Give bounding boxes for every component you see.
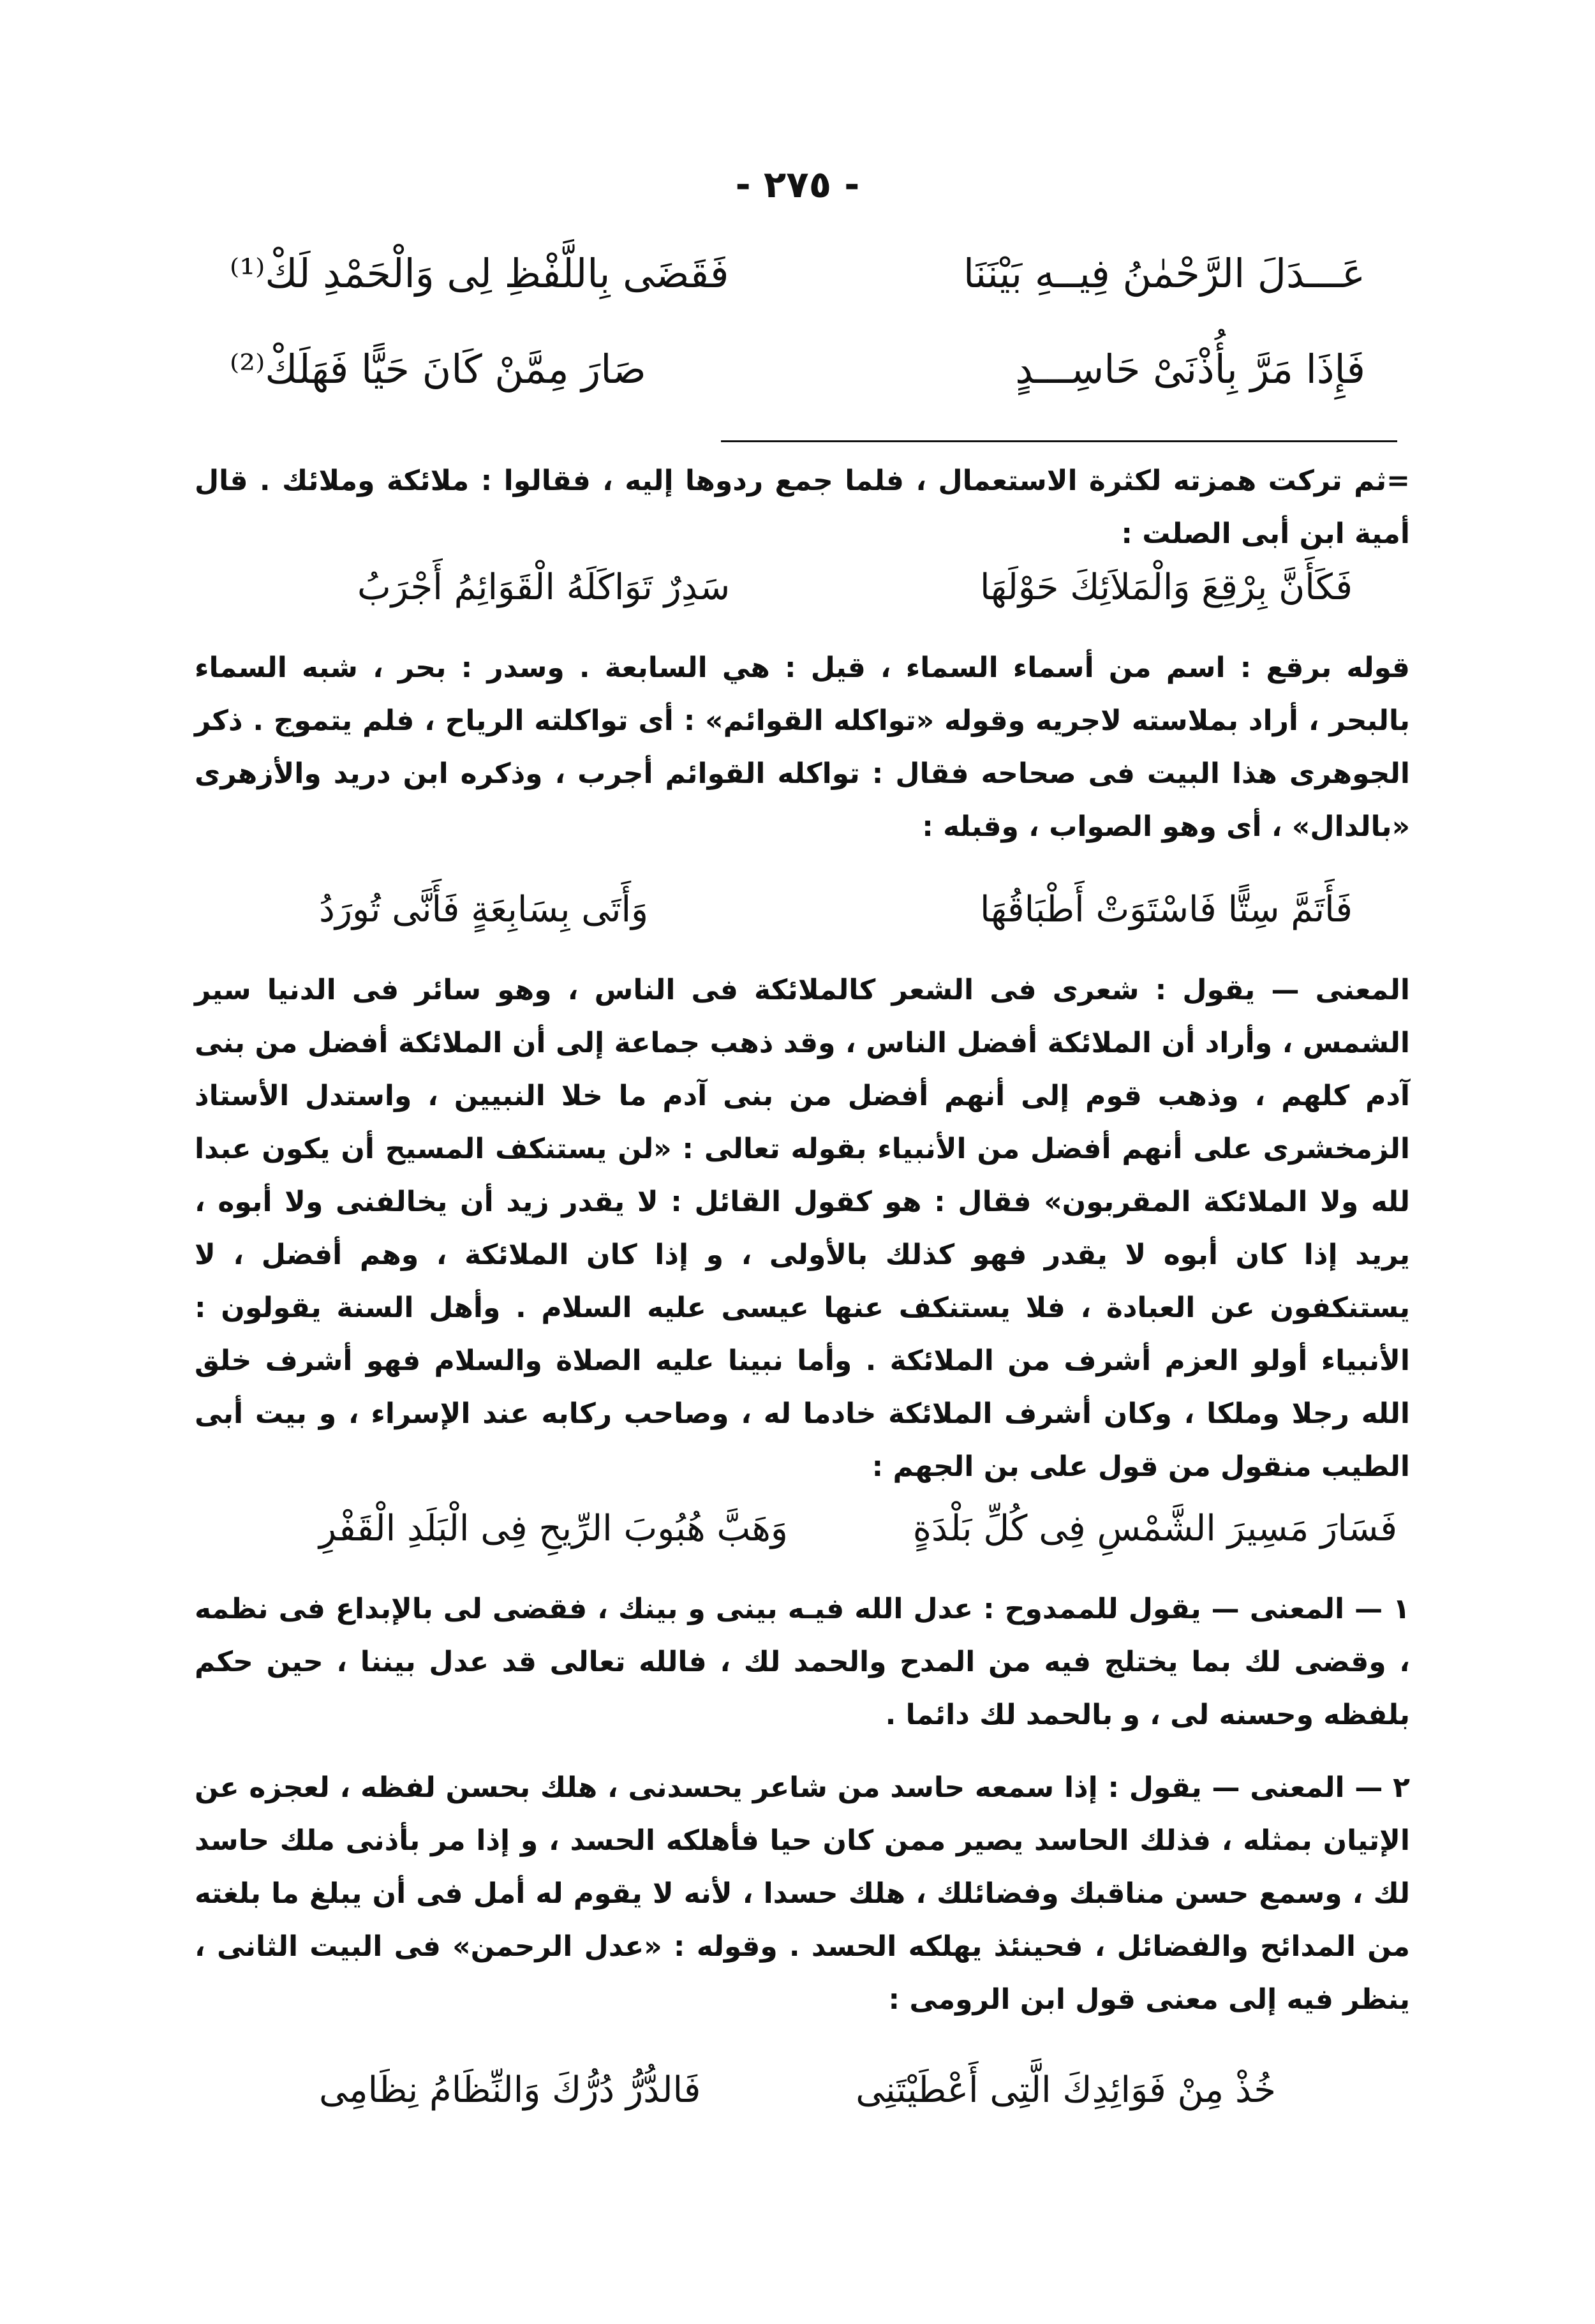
verse-before-first: فَأَتَمَّ سِتًّا فَاسْتَوَتْ أَطْبَاقُهَا — [979, 889, 1353, 930]
verse-before — [319, 890, 1353, 930]
verse-1-second-hemistich: فَقَضَى بِاللَّفْظِ لِى وَالْحَمْدِ لَكْ⁽¹⁾ — [230, 250, 729, 297]
verse-line-2 — [230, 348, 1365, 391]
verse-jahm-second: وَهَبَّ هُبُوبَ الرِّيحِ فِى الْبَلَدِ الْقَفْرِ — [319, 1508, 788, 1549]
page-number: - ٢٧٥ - — [735, 163, 860, 206]
verse-1-first-hemistich: عَـــدَلَ الرَّحْمٰنُ فِيــهِ بَيْنَنَا — [963, 250, 1365, 297]
footnote-continuation: =ثم تركت همزته لكثرة الاستعمال ، فلما جمع ردوها إليه ، فقالوا : ملائكة وملائك . قال أمية ابن أبى الصلت : — [195, 465, 1410, 550]
commentary-paragraph-1: قوله برقع : اسم من أسماء السماء ، قيل : هي السابعة . وسدر : بحر ، شبه السماء بالبحر ، أراد بملاسته لاجريه وقوله «تواكله القوائم» : أى تواكلته الرياح ، فلم يتموج . ذكر الجوهرى هذا البيت فى صحاحه فقال : تواكله القوائم أجرب ، وذكره ابن دريد والأزهرى «بالدال» ، أى وهو الصواب ، وقبله : — [195, 652, 1410, 843]
footnote-2: ٢ — المعنى — يقول : إذا سمعه حاسد من شاعر يحسدنى ، هلك بحسن لفظه ، لعجزه عن الإتيان بمثله ، فذلك الحاسد يصير ممن كان حيا فأهلكه الحسد ، و إذا مر بأذنى ملك حاسد لك ، وسمع حسن مناقبك وفضائلك ، هلك حسدا ، لأنه لا يقوم له أمل فى أن يبلغ ما بلغته من المدائح والفضائل ، فحينئذ يهلكه الحسد . وقوله : «عدل الرحمن» فى البيت الثانى ، ينظر فيه إلى معنى قول ابن الرومى : — [195, 1771, 1410, 2016]
commentary-paragraph-2: المعنى — يقول : شعرى فى الشعر كالملائكة فى الناس ، وهو سائر فى الدنيا سير الشمس ، وأراد أن الملائكة أفضل الناس ، وقد ذهب جماعة إلى أن الملائكة أفضل من بنى آدم كلهم ، وذهب قوم إلى أنهم أفضل من بنى آدم ما خلا النبيين ، واستدل الأستاذ الزمخشرى على أنهم أفضل من الأنبياء بقوله تعالى : «لن يستنكف المسيح أن يكون عبدا لله ولا الملائكة المقربون» فقال : هو كقول القائل : لا يقدر زيد أن يخالفنى ولا أبوه ، يريد إذا كان أبوه لا يقدر فهو كذلك بالأولى ، و إذا كان الملائكة ، وهم أفضل ، لا يستنكفون عن العبادة ، فلا يستنكف عنها عيسى عليه السلام . وأهل السنة يقولون : الأنبياء أولو العزم أشرف من الملائكة . وأما نبينا عليه الصلاة والسلام فهو أشرف خلق الله رجلا وملكا ، وكان أشرف الملائكة خادما له ، وصاحب ركابه عند الإسراء ، و بيت أبى الطيب منقول من قول على بن الجهم : — [195, 974, 1410, 1483]
verse-jahm — [319, 1509, 1397, 1549]
verse-rumi — [319, 2071, 1276, 2110]
verse-umayya-first: فَكَأَنَّ بِرْقِعَ وَالْمَلاَئِكَ حَوْلَهَا — [979, 567, 1353, 608]
verse-before-second: وَأَتَى بِسَابِعَةٍ فَأَنَّى تُورَدُ — [319, 889, 649, 930]
verse-line-1 — [230, 252, 1365, 295]
verse-rumi-second: فَالدُّرُّ دُرُّكَ وَالنِّظَامُ نِظَامِى — [319, 2069, 701, 2111]
verse-umayya-second: سَدِرٌ تَوَاكَلَهُ الْقَوَائِمُ أَجْرَبُ — [357, 567, 731, 608]
verse-umayya — [357, 568, 1353, 607]
footnote-separator — [721, 440, 1397, 442]
verse-jahm-first: فَسَارَ مَسِيرَ الشَّمْسِ فِى كُلِّ بَلْدَةٍ — [912, 1508, 1397, 1549]
footnote-1: ١ — المعنى — يقول للممدوح : عدل الله فيـه بينى و بينك ، فقضى لى بالإبداع فى نظمه ، وقضى لك بما يختلج فيه من المدح والحمد لك ، فالله تعالى قد عدل بيننا ، حين حكم بلفظه وحسنه لى ، و بالحمد لك دائما . — [195, 1593, 1410, 1731]
verse-2-second-hemistich: صَارَ مِمَّنْ كَانَ حَيًّا فَهَلَكْ⁽²⁾ — [230, 346, 646, 392]
verse-2-first-hemistich: فَإِذَا مَرَّ بِأُذْنَىْ حَاسِـــدٍ — [1015, 346, 1365, 392]
verse-rumi-first: خُذْ مِنْ فَوَائِدِكَ الَّتِى أَعْطَيْتَنِى — [856, 2069, 1276, 2111]
